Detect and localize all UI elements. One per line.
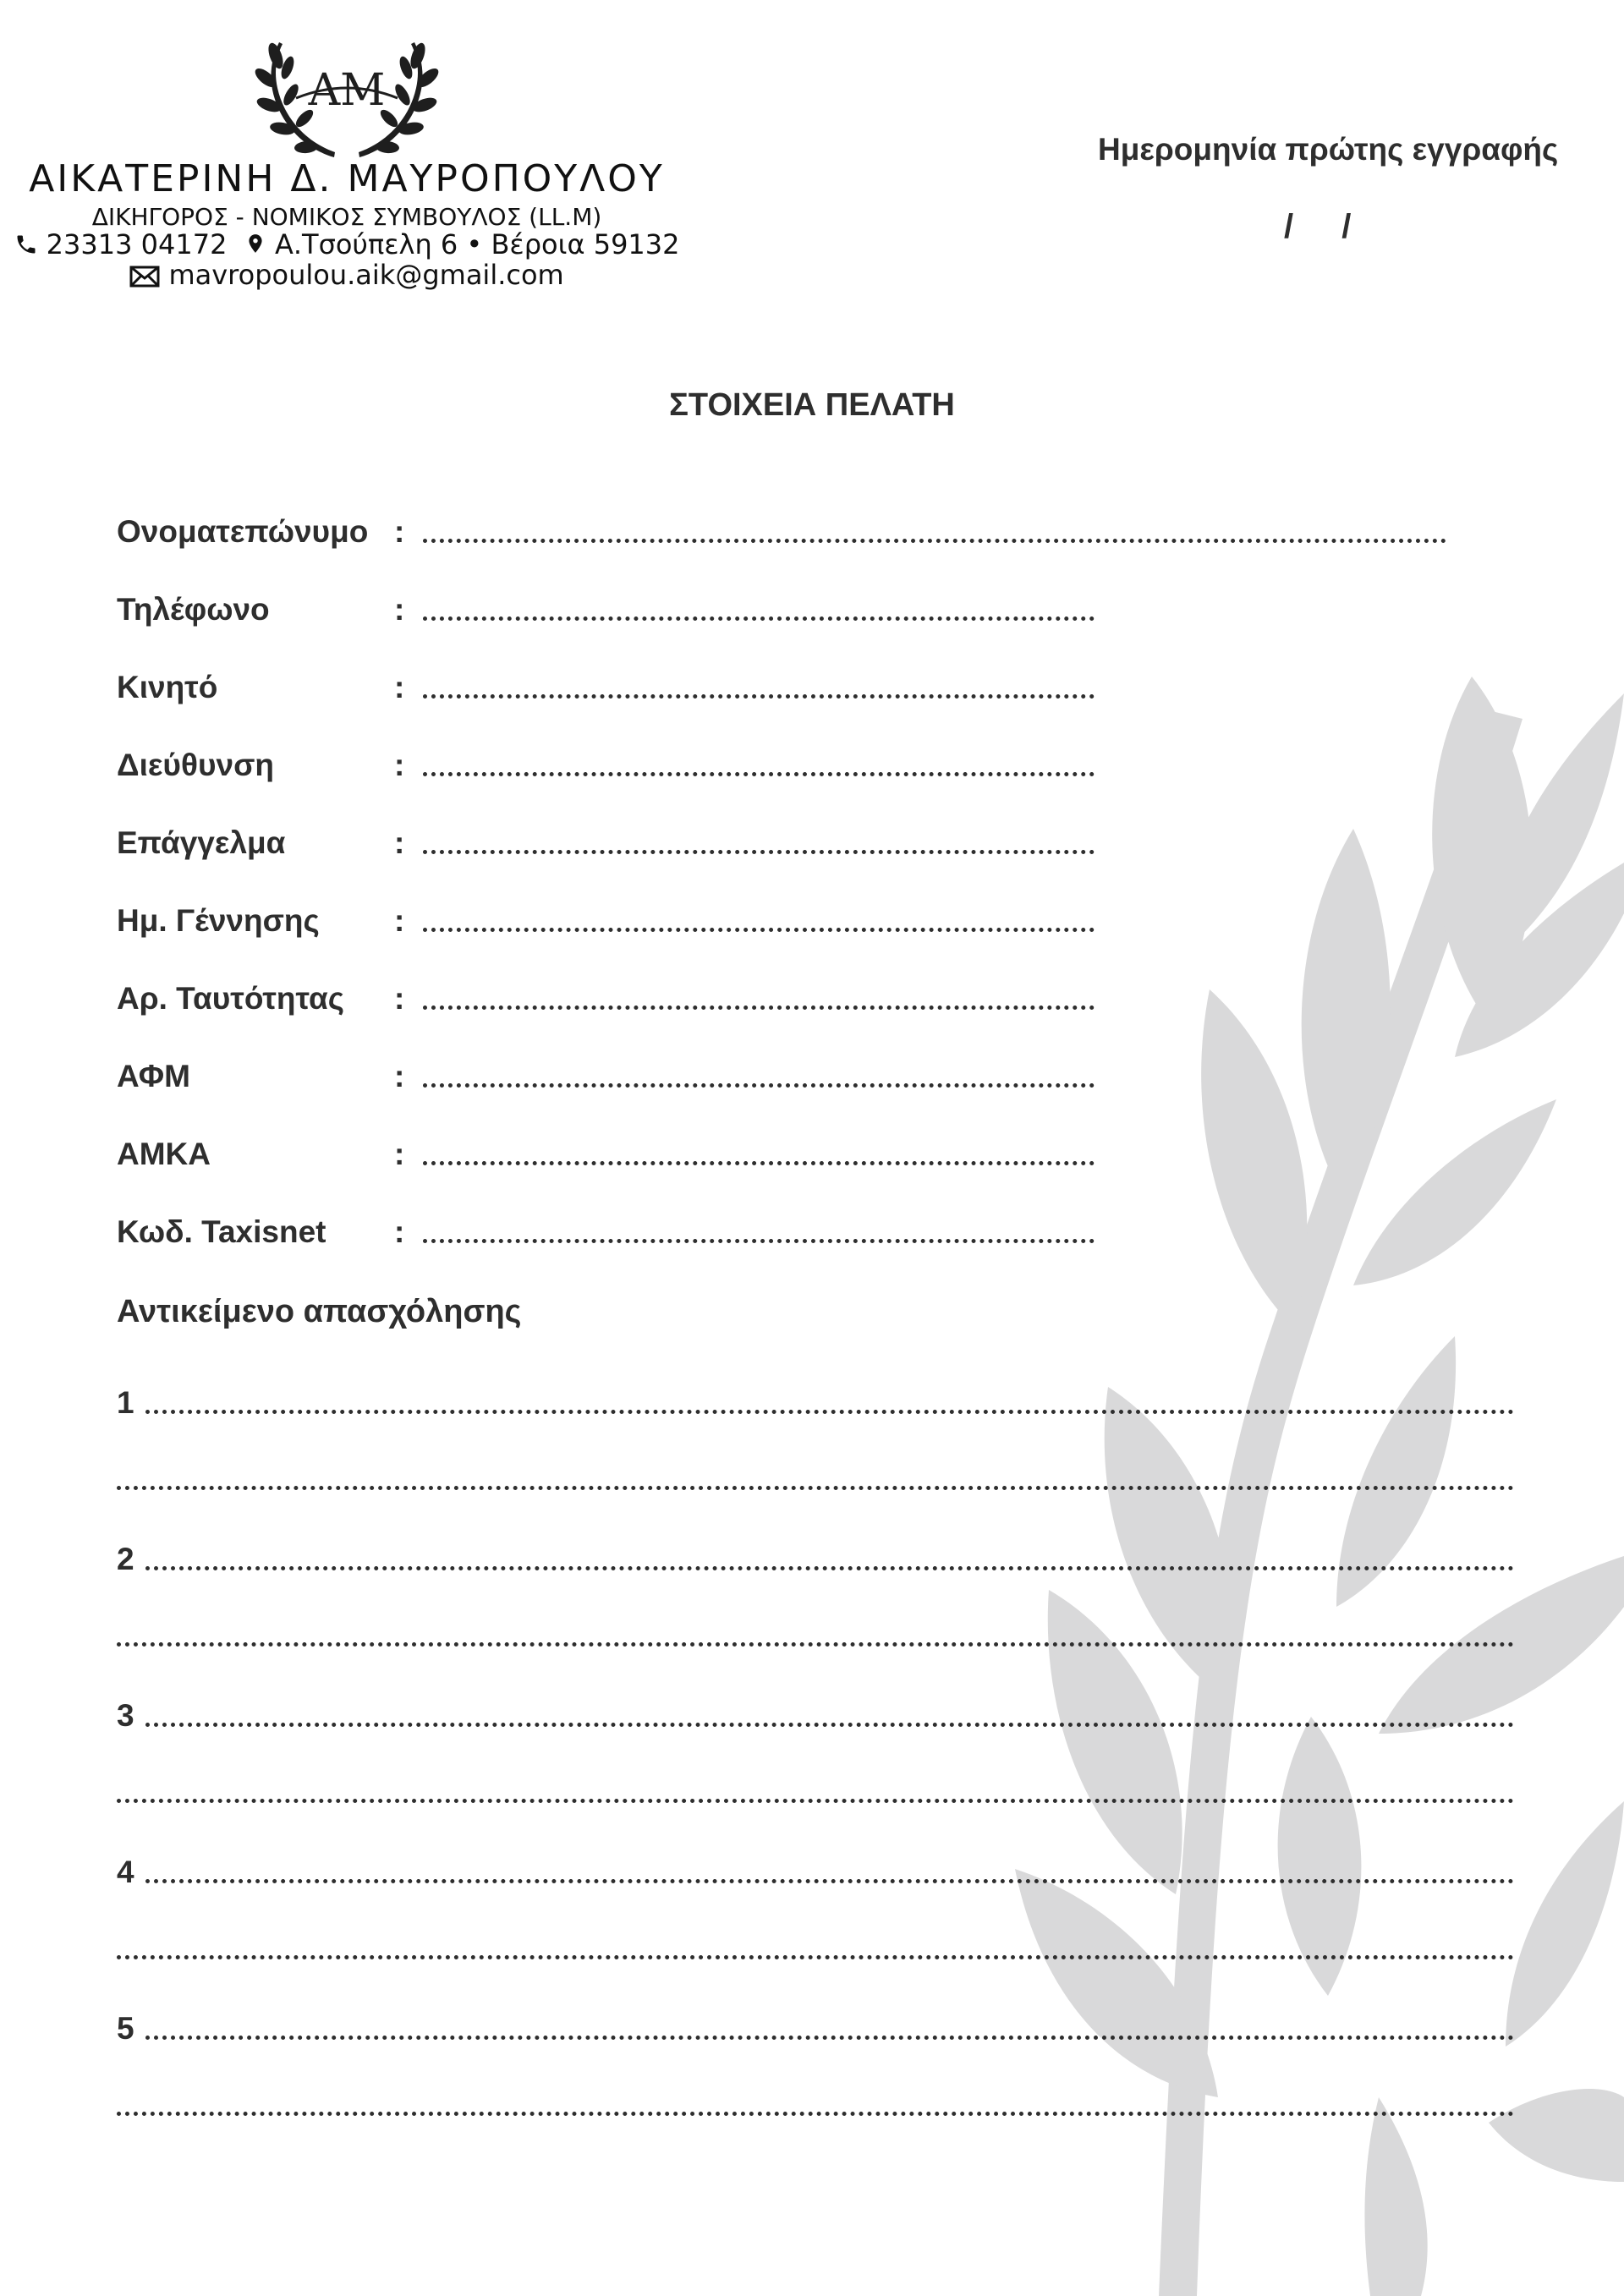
field-colon: : (394, 981, 405, 1016)
address: Α.Τσούπελη 6 • Βέροια 59132 (274, 228, 680, 260)
field-label: Τηλέφωνο (117, 592, 270, 627)
field-label: Κωδ. Taxisnet (117, 1214, 326, 1249)
page-title: ΣΤΟΙΧΕΙΑ ΠΕΛΑΤΗ (669, 387, 955, 423)
subject-continuation-line[interactable] (117, 2112, 1514, 2116)
field-colon: : (394, 670, 405, 704)
field-fill-line[interactable] (423, 1083, 1095, 1088)
field-label: Ημ. Γέννησης (117, 903, 320, 938)
subject-item-number: 3 (117, 1698, 134, 1733)
phone-icon (14, 232, 38, 257)
lawyer-name: ΑΙΚΑΤΕΡΙΝΗ Δ. ΜΑΥΡΟΠΟΥΛΟΥ (29, 157, 665, 200)
field-row-id-number (117, 974, 1095, 1016)
subject-continuation-line[interactable] (117, 1486, 1514, 1490)
field-row-phone (117, 585, 1095, 627)
subject-fill-line[interactable] (145, 1410, 1514, 1414)
field-colon: : (394, 825, 405, 860)
field-colon: : (394, 514, 405, 549)
laurel-branch-watermark (1015, 660, 1624, 2296)
email-address: mavropoulou.aik@gmail.com (168, 259, 564, 291)
subject-continuation-line[interactable] (117, 1955, 1514, 1959)
field-colon: : (394, 1214, 405, 1249)
registration-date-field[interactable]: / / (1284, 208, 1352, 245)
field-label: ΑΜΚΑ (117, 1137, 211, 1171)
field-label: Διεύθυνση (117, 748, 274, 782)
field-row-full-name (117, 507, 1446, 550)
location-pin-icon (244, 230, 266, 257)
subject-heading: Αντικείμενο απασχόλησης (117, 1294, 522, 1329)
subject-fill-line[interactable] (145, 1566, 1514, 1570)
field-row-mobile (117, 663, 1095, 705)
subject-fill-line[interactable] (145, 1723, 1514, 1727)
subject-item-number: 5 (117, 2011, 134, 2046)
field-colon: : (394, 1137, 405, 1171)
subject-fill-line[interactable] (145, 1879, 1514, 1883)
field-label: Επάγγελμα (117, 825, 286, 860)
field-fill-line[interactable] (423, 928, 1095, 932)
subject-item-3 (117, 1691, 1514, 1734)
subject-continuation-line[interactable] (117, 1642, 1514, 1647)
field-label: Αρ. Ταυτότητας (117, 981, 344, 1016)
field-row-address (117, 741, 1095, 783)
subject-item-4 (117, 1848, 1514, 1890)
field-label: ΑΦΜ (117, 1059, 190, 1093)
field-row-amka (117, 1130, 1095, 1172)
email-line (0, 259, 694, 291)
field-row-birth-date (117, 896, 1095, 939)
field-fill-line[interactable] (423, 772, 1095, 776)
field-label: Κινητό (117, 670, 218, 704)
field-row-taxisnet-code (117, 1208, 1095, 1250)
subject-item-number: 2 (117, 1542, 134, 1576)
phone-number: 23313 04172 (46, 228, 228, 260)
field-fill-line[interactable] (423, 1239, 1095, 1243)
subject-item-1 (117, 1378, 1514, 1421)
monogram-text: AM (308, 65, 386, 116)
field-fill-line[interactable] (423, 1161, 1095, 1165)
subject-item-2 (117, 1535, 1514, 1577)
field-fill-line[interactable] (423, 616, 1095, 621)
field-fill-line[interactable] (423, 850, 1095, 854)
field-fill-line[interactable] (423, 539, 1446, 543)
lawyer-title: ΔΙΚΗΓΟΡΟΣ - ΝΟΜΙΚΟΣ ΣΥΜΒΟΥΛΟΣ (LL.M) (91, 203, 602, 231)
laurel-wreath-icon (254, 30, 440, 166)
field-colon: : (394, 903, 405, 938)
field-colon: : (394, 1059, 405, 1093)
field-label: Ονοματεπώνυμο (117, 514, 369, 549)
field-colon: : (394, 592, 405, 627)
field-row-profession (117, 819, 1095, 861)
registration-date-label: Ημερομηνία πρώτης εγγραφής (1098, 132, 1559, 167)
envelope-icon (129, 266, 160, 288)
field-row-tax-id (117, 1052, 1095, 1094)
field-colon: : (394, 748, 405, 782)
subject-fill-line[interactable] (145, 2036, 1514, 2040)
subject-item-number: 4 (117, 1855, 134, 1889)
subject-item-number: 1 (117, 1385, 134, 1420)
contact-line (0, 228, 694, 260)
subject-item-5 (117, 2004, 1514, 2047)
field-fill-line[interactable] (423, 694, 1095, 699)
field-fill-line[interactable] (423, 1006, 1095, 1010)
subject-continuation-line[interactable] (117, 1799, 1514, 1803)
